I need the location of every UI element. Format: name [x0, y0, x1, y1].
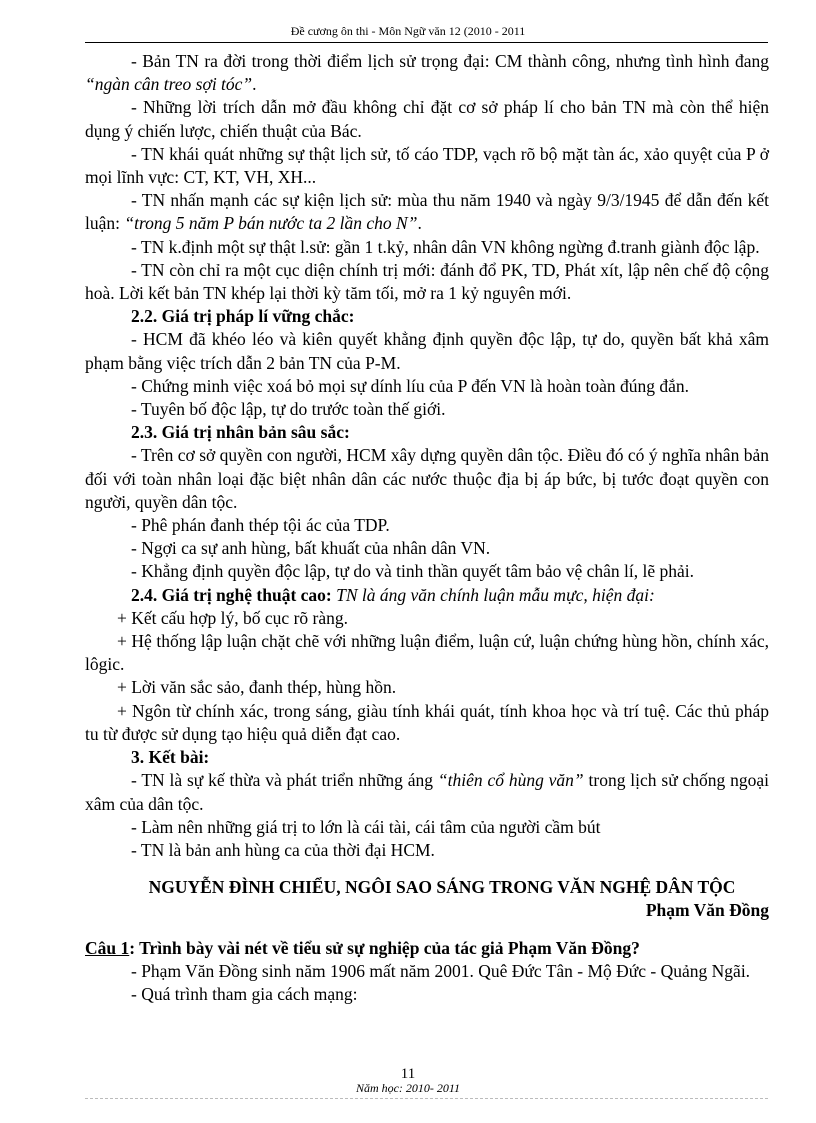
paragraph: - Ngợi ca sự anh hùng, bất khuất của nhân dân VN.	[131, 538, 491, 559]
question-text: : Trình bày vài nét về tiểu sử sự nghiệp của tác giả Phạm Văn Đồng?	[129, 937, 640, 958]
paragraph: - HCM đã khéo léo và kiên quyết khẳng định quyền độc lập, tự do, quyền bất khả xâm phạm bằng việc trích dẫn 2 bản TN của P-M.	[85, 329, 769, 373]
paragraph	[85, 50, 769, 96]
quote: “thiên cổ hùng văn”	[437, 770, 584, 791]
paragraph: - Quá trình tham gia cách mạng:	[131, 983, 358, 1004]
paragraph: - Trên cơ sở quyền con người, HCM xây dựng quyền dân tộc. Điều đó có ý nghĩa nhân bản đối với toàn nhân loại đặc biệt nhân dân các nước thuộc địa bị áp bức, bị tước đoạt quyền con người, quyền dân tộc.	[85, 445, 769, 512]
page-content	[85, 50, 769, 1006]
article-author: Phạm Văn Đồng	[645, 900, 769, 921]
paragraph	[85, 189, 769, 235]
paragraph: - TN là bản anh hùng ca của thời đại HCM.	[131, 839, 435, 860]
paragraph: - TN còn chỉ ra một cục diện chính trị mới: đánh đổ PK, TD, Phát xít, lập nên chế độ cộng hoà. Lời kết bản TN khép lại thời kỳ tăm tối, mở ra 1 kỷ nguyên mới.	[85, 259, 769, 304]
text-run: .	[252, 74, 257, 95]
article-title: NGUYỄN ĐÌNH CHIỂU, NGÔI SAO SÁNG TRONG VĂN NGHỆ DÂN TỘC	[148, 877, 736, 898]
section-heading: 2.3. Giá trị nhân bản sâu sắc:	[131, 422, 350, 443]
paragraph: + Hệ thống lập luận chặt chẽ với những luận điểm, luận cứ, luận chứng hùng hồn, chính xác, lôgic.	[85, 631, 769, 675]
section-heading	[85, 584, 769, 607]
paragraph: - Khẳng định quyền độc lập, tự do và tinh thần quyết tâm bảo vệ chân lí, lẽ phải.	[131, 561, 695, 582]
text-run: - TN nhấn mạnh các sự kiện lịch sử: mùa thu năm 1940 và ngày 9/3/1945 để dẫn đến kết luận:	[85, 190, 769, 234]
paragraph: - TN k.định một sự thật l.sử: gần 1 t.kỷ, nhân dân VN không ngừng đ.tranh giành độc lập.	[131, 236, 760, 257]
paragraph: - TN khái quát những sự thật lịch sử, tố cáo TDP, vạch rõ bộ mặt tàn ác, xảo quyệt của P ở mọi lĩnh vực: CT, KT, VH, XH...	[85, 143, 769, 188]
page-header: Đề cương ôn thi - Môn Ngữ văn 12 (2010 - 2011	[290, 24, 526, 38]
paragraph: + Ngôn từ chính xác, trong sáng, giàu tính khái quát, tính khoa học và trí tuệ. Các thủ pháp tu từ được sử dụng tạo hiệu quả diễn đạt cao.	[85, 700, 769, 744]
school-year: Năm học: 2010- 2011	[355, 1081, 461, 1095]
section-heading: 3. Kết bài:	[131, 747, 210, 768]
text-run: trong lịch sử chống ngoại xâm của dân tộc.	[85, 770, 770, 814]
text-run: .	[417, 213, 422, 234]
heading-italic: TN là áng văn chính luận mẫu mực, hiện đại:	[336, 584, 655, 605]
footer-rule	[85, 1098, 768, 1099]
paragraph: - Phê phán đanh thép tội ác của TDP.	[131, 515, 390, 536]
paragraph: - Phạm Văn Đồng sinh năm 1906 mất năm 2001. Quê Đức Tân - Mộ Đức - Quảng Ngãi.	[131, 960, 751, 981]
quote: “trong 5 năm P bán nước ta 2 lần cho N”	[124, 213, 418, 234]
quote: “ngàn cân treo sợi tóc”	[85, 74, 253, 95]
page-number: 11	[400, 1066, 416, 1082]
text-run: - TN là sự kế thừa và phát triển những áng	[131, 770, 438, 791]
header-rule	[85, 42, 768, 43]
heading-bold: 2.4. Giá trị nghệ thuật cao:	[131, 584, 337, 605]
paragraph: - Làm nên những giá trị to lớn là cái tài, cái tâm của người cầm bút	[131, 816, 601, 837]
paragraph: - Những lời trích dẫn mở đầu không chỉ đặt cơ sở pháp lí cho bản TN mà còn thể hiện dụng ý chiến lược, chiến thuật của Bác.	[85, 97, 769, 141]
question-label: Câu 1	[85, 937, 130, 958]
paragraph: + Kết cấu hợp lý, bố cục rõ ràng.	[117, 607, 348, 628]
paragraph: + Lời văn sắc sảo, đanh thép, hùng hồn.	[117, 677, 397, 698]
section-heading: 2.2. Giá trị pháp lí vững chắc:	[131, 306, 355, 327]
paragraph: - Tuyên bố độc lập, tự do trước toàn thế giới.	[131, 399, 446, 420]
text-run: - Bản TN ra đời trong thời điểm lịch sử trọng đại: CM thành công, nhưng tình hình đang	[131, 51, 769, 71]
paragraph: - Chứng minh việc xoá bỏ mọi sự dính líu của P đến VN là hoàn toàn đúng đắn.	[131, 375, 689, 396]
paragraph	[85, 769, 769, 815]
question-heading	[85, 937, 769, 960]
